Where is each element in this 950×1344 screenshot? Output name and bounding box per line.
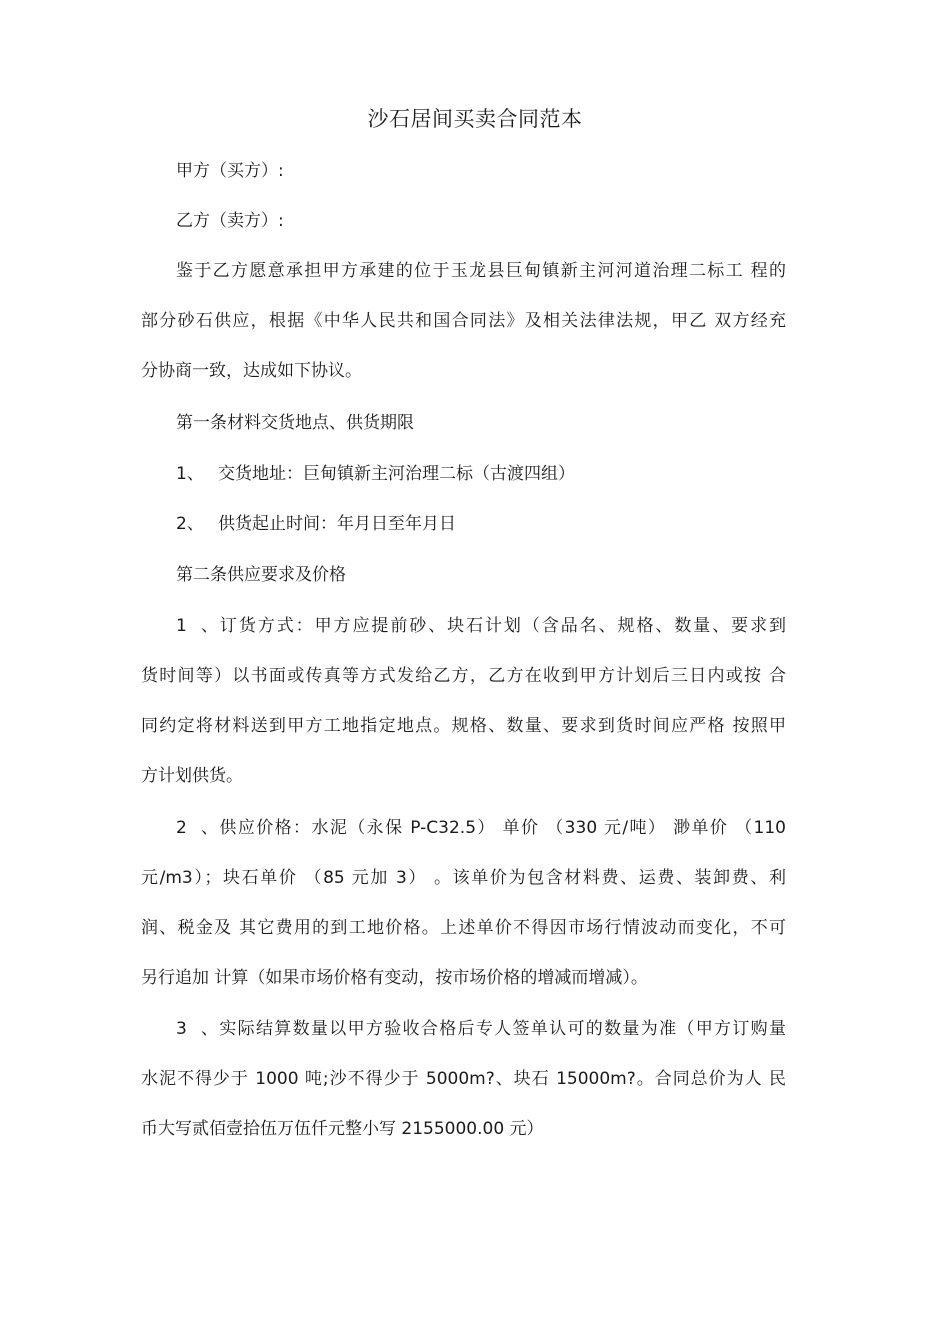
article-2-item-2-line-2: 元/m3）；块石单价 （85 元加 3） 。该单价为包含材料费、运费、装卸费、利 <box>141 868 786 888</box>
article-2-item-3-line-3: 币大写贰佰壹拾伍万伍仟元整小写 2155000.00 元） <box>141 1119 544 1139</box>
article-1-item-1 <box>176 461 575 487</box>
article-2-item-3-first-line <box>176 1016 786 1042</box>
article-2-item-1-line-3: 同约定将材料送到甲方工地指定地点。规格、数量、要求到货时间应严格 按照甲 <box>141 716 786 736</box>
item-number: 3、 <box>176 1019 218 1039</box>
article-2-item-1-line-2: 货时间等）以书面或传真等方式发给乙方，乙方在收到甲方计划后三日内或按 合 <box>141 666 786 686</box>
item-text: 订货方式：甲方应提前砂、块石计划（含品名、规格、数量、要求到 <box>218 616 786 636</box>
article-2-item-2-line-4: 另行追加 计算（如果市场价格有变动，按市场价格的增减而增减）。 <box>141 968 648 988</box>
party-b-label: 乙方（卖方）: <box>176 211 284 231</box>
preamble-line-2: 部分砂石供应，根据《中华人民共和国合同法》及相关法律法规，甲乙 双方经充 <box>141 311 786 331</box>
item-number: 2、 <box>176 818 218 838</box>
article-2-item-2-line-3: 润、税金及 其它费用的到工地价格。上述单价不得因市场行情波动而变化，不可 <box>141 918 786 938</box>
item-text: 供货起止时间：年月日至年月日 <box>218 514 456 534</box>
document-title: 沙石居间买卖合同范本 <box>367 107 583 131</box>
article-1-heading: 第一条材料交货地点、供货期限 <box>176 413 414 433</box>
item-text: 交货地址：巨甸镇新主河治理二标（古渡四组） <box>218 464 575 484</box>
party-a-label: 甲方（买方）: <box>176 161 284 181</box>
article-2-item-1-line-4: 方计划供货。 <box>141 766 243 786</box>
item-text: 供应价格：水泥（永保 P-C32.5） 单价 （330 元/吨） 渺单价 （110 <box>218 818 786 838</box>
article-1-item-2 <box>176 511 456 537</box>
item-number: 1、 <box>176 464 204 484</box>
article-2-heading: 第二条供应要求及价格 <box>176 565 346 585</box>
item-text: 实际结算数量以甲方验收合格后专人签单认可的数量为准（甲方订购量 <box>218 1019 786 1039</box>
article-2-item-3-line-2: 水泥不得少于 1000 吨;沙不得少于 5000m?、块石 15000m?。合同总价为人 民 <box>141 1069 786 1089</box>
preamble-line-3: 分协商一致，达成如下协议。 <box>141 361 362 381</box>
preamble-line-1: 鉴于乙方愿意承担甲方承建的位于玉龙县巨甸镇新主河河道治理二标工 程的 <box>176 261 786 281</box>
article-2-item-1-first-line <box>176 613 786 639</box>
item-number: 2、 <box>176 514 204 534</box>
item-number: 1、 <box>176 616 218 636</box>
article-2-item-2-first-line <box>176 815 786 841</box>
